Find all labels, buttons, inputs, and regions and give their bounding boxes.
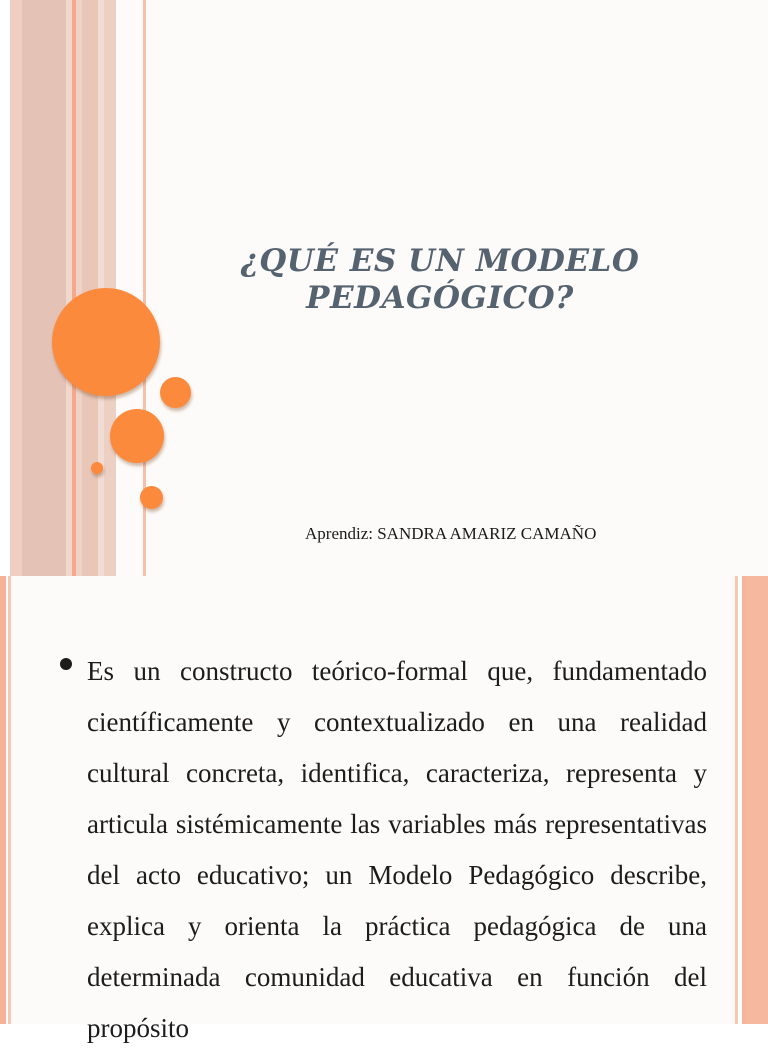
bullet-icon bbox=[60, 658, 72, 670]
slide-title-line: ¿QUÉ ES UN MODELO bbox=[240, 243, 640, 279]
bullet-paragraph: Es un constructo teórico-formal que, fundamentado científicamente y contextualizado en una realidad cultural concreta, identifica, caracteriza, representa y articula sistémicamente las variables más representativas del acto educativo; un Modelo Pedagógico describe, explica y orienta la práctica pedagógica de una determinada comunidad educativa en función del propósito bbox=[87, 656, 707, 1043]
decorative-stripe bbox=[22, 0, 66, 576]
decorative-circle-large bbox=[52, 288, 160, 396]
decorative-circle-tiny bbox=[91, 462, 103, 474]
decorative-stripe bbox=[746, 576, 768, 1024]
slide-margin bbox=[0, 0, 10, 576]
content-slide bbox=[0, 576, 768, 1043]
decorative-circle-small bbox=[140, 486, 163, 509]
decorative-circle-small bbox=[160, 377, 191, 408]
author-line: Aprendiz: SANDRA AMARIZ CAMAÑO bbox=[305, 524, 597, 543]
decorative-circle-medium bbox=[110, 409, 164, 463]
slide-title-line: PEDAGÓGICO? bbox=[306, 280, 574, 316]
slide-title bbox=[220, 243, 660, 317]
decorative-stripe bbox=[8, 576, 11, 1024]
decorative-stripe bbox=[10, 0, 22, 576]
